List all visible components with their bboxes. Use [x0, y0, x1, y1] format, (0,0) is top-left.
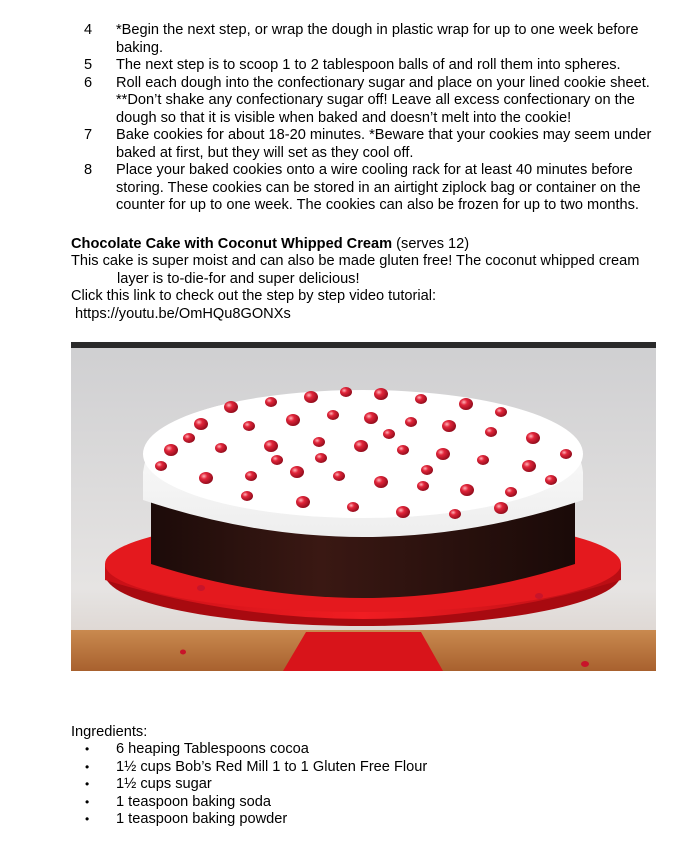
instruction-steps	[0, 22, 696, 215]
step-6	[0, 75, 696, 128]
ingredient-text: 1 teaspoon baking soda	[116, 793, 271, 810]
bullet-icon: •	[85, 812, 90, 826]
ingredients-heading: Ingredients:	[71, 724, 148, 740]
list-item	[0, 759, 696, 777]
bullet-icon: •	[85, 742, 90, 756]
step-4	[0, 22, 696, 57]
step-number: 6	[84, 74, 93, 91]
video-link-lead: Click this link to check out the step by step video tutorial:	[71, 288, 437, 304]
step-text: Roll each dough into the confectionary sugar and place on your lined cookie sheet. **Don’t shake any confectionary sugar off! Leave all excess confectionary on the dough so that it is visible when baked and doesn’t melt into the cookie!	[116, 74, 650, 126]
cake-photo	[71, 342, 656, 671]
recipe-title-line	[71, 236, 671, 254]
recipe-serves: (serves 12)	[396, 236, 470, 252]
recipe-title: Chocolate Cake with Coconut Whipped Cream	[71, 236, 393, 252]
ingredient-text: 6 heaping Tablespoons cocoa	[116, 741, 309, 757]
recipe-intro	[71, 253, 666, 288]
ingredients-list	[0, 741, 696, 829]
step-text: *Begin the next step, or wrap the dough in plastic wrap for up to one week before baking.	[116, 22, 639, 56]
step-text: The next step is to scoop 1 to 2 tablespoon balls of and roll them into spheres.	[116, 57, 621, 73]
step-text: Place your baked cookies onto a wire cooling rack for at least 40 minutes before storing. These cookies can be stored in an airtight ziplock bag or container on the counter for up to one week. The cookies can also be frozen for up to two months.	[116, 162, 641, 213]
recipe-intro-line-1: This cake is super moist and can also be made gluten free! The coconut whipped cream	[71, 253, 640, 269]
step-number: 4	[84, 22, 93, 38]
step-text: Bake cookies for about 18-20 minutes. *Beware that your cookies may seem under baked at first, but they will set as they cool off.	[116, 127, 652, 161]
step-5	[0, 57, 696, 75]
bullet-icon: •	[85, 759, 90, 774]
ingredient-text: 1½ cups sugar	[116, 776, 212, 792]
step-8	[0, 162, 696, 215]
ingredient-text: 1½ cups Bob’s Red Mill 1 to 1 Gluten Free Flour	[116, 758, 428, 775]
list-item	[0, 776, 696, 794]
bullet-icon: •	[85, 794, 90, 809]
step-number: 5	[84, 57, 93, 73]
step-number: 8	[84, 162, 93, 178]
list-item	[0, 741, 696, 759]
recipe-intro-line-2: layer is to-die-for and super delicious!	[117, 270, 360, 287]
list-item	[0, 794, 696, 812]
list-item	[0, 811, 696, 829]
bullet-icon: •	[85, 777, 90, 791]
step-7	[0, 127, 696, 162]
step-number: 7	[84, 127, 93, 143]
ingredient-text: 1 teaspoon baking powder	[116, 811, 288, 827]
video-link[interactable]: https://youtu.be/OmHQu8GONXs	[75, 306, 291, 322]
